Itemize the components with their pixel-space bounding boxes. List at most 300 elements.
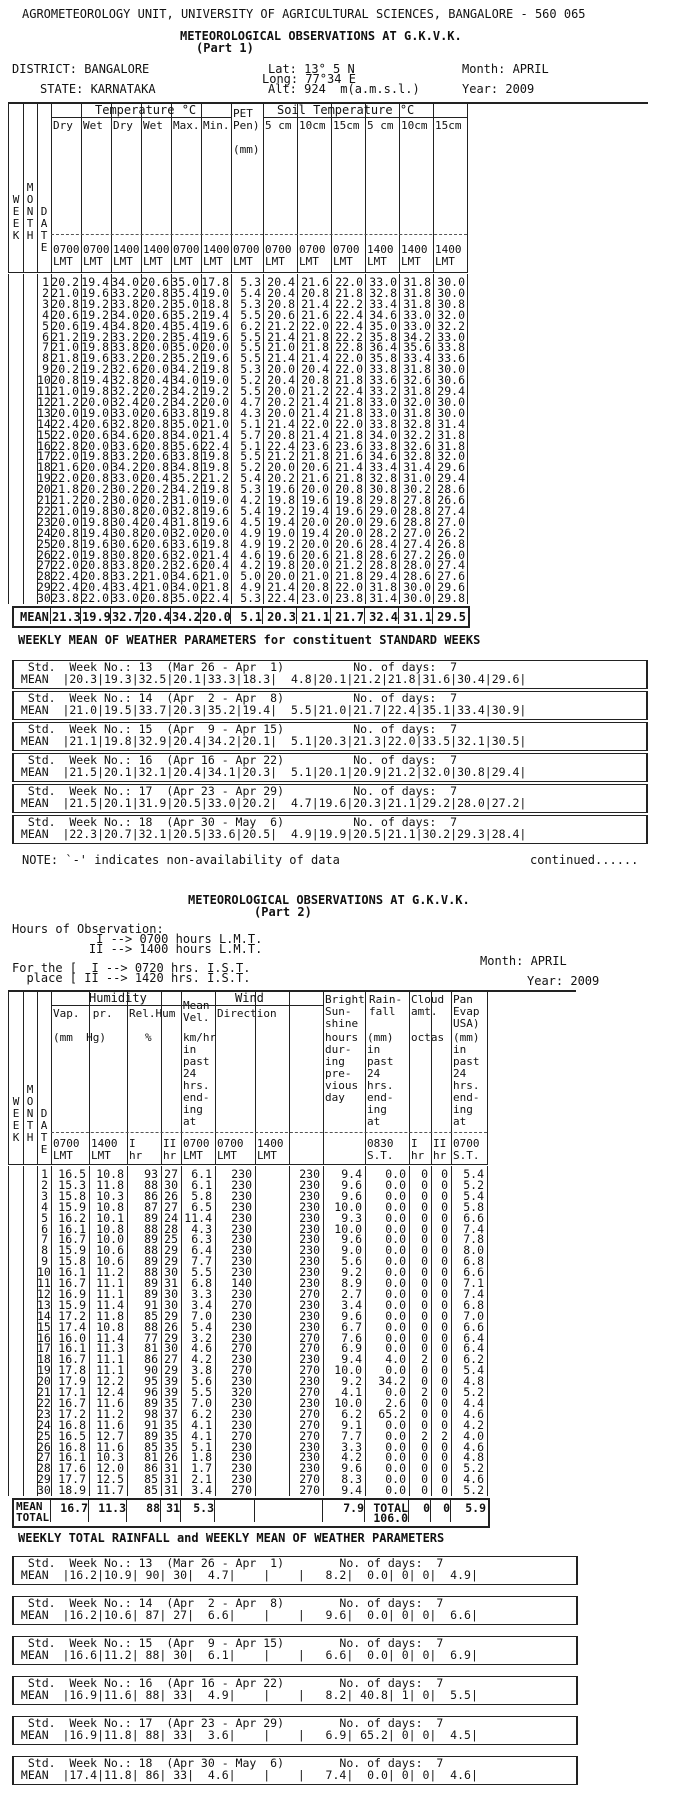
data-cell: 230 (231, 1406, 252, 1421)
data-cell: 0.0 (385, 1232, 406, 1247)
data-cell: 21.0 (201, 416, 229, 431)
data-cell: 35.4 (171, 318, 199, 333)
data-cell: 7 (42, 340, 49, 355)
mean-cell: 21.1 (301, 610, 330, 624)
data-cell: 21.0 (301, 569, 329, 584)
data-cell: 4.9 (240, 525, 261, 540)
data-cell: 32.2 (403, 427, 431, 442)
mean-cell: 88 (146, 1501, 160, 1515)
data-cell: 81 (144, 1450, 158, 1465)
header-col-line (127, 992, 128, 1164)
data-cell: 20.2 (267, 394, 295, 409)
data-cell: 19.2 (81, 307, 109, 322)
data-cell: 20.2 (141, 394, 169, 409)
pan-heading: Pan Evap USA) (453, 993, 480, 1030)
data-cell: 4.1 (191, 1428, 212, 1443)
data-cell: 20 (37, 482, 51, 497)
data-cell: 230 (231, 1199, 252, 1214)
data-cell: 15 (37, 1319, 51, 1334)
data-cell: 230 (231, 1221, 252, 1236)
data-cell: 0 (421, 1286, 428, 1301)
header-col-line (141, 104, 142, 272)
altitude-label: Alt: 924 m(a.m.s.l.) (268, 82, 420, 96)
data-cell: 0 (421, 1461, 428, 1476)
data-cell: 5.1 (240, 438, 261, 453)
weekly-block (12, 1716, 578, 1745)
data-cell: 16 (37, 1330, 51, 1345)
data-cell: 19.8 (81, 514, 109, 529)
mean-col-line (88, 1500, 89, 1522)
data-cell: 230 (299, 1265, 320, 1280)
weekly-mean-line: MEAN |17.4|11.8| 86| 33| 4.6| | | 7.4| 0.0| 0| 0| 4.6| (14, 1768, 478, 1782)
data-cell: 20.4 (201, 558, 229, 573)
data-cell: 22.4 (51, 580, 79, 595)
header-col-line (51, 992, 52, 1164)
data-cell: 20.6 (141, 307, 169, 322)
data-cell: 33.4 (369, 296, 397, 311)
data-cell: 20.2 (81, 482, 109, 497)
data-cell: 28 (37, 1461, 51, 1476)
data-cell: 21.4 (301, 394, 329, 409)
data-cell: 22.4 (51, 569, 79, 584)
data-cell: 19.0 (201, 373, 229, 388)
weekly-block (12, 1636, 578, 1665)
mean-cell: 19.9 (82, 610, 111, 624)
mean-col-line (50, 1500, 51, 1522)
data-cell: 88 (144, 1265, 158, 1280)
data-cell: 32.0 (171, 525, 199, 540)
weekly-week-line: Std. Week No.: 14 (Apr 2 - Apr 8) No. of days: 7 (14, 691, 458, 705)
weekly-week-line: Std. Week No.: 15 (Apr 9 - Apr 15) No. of days: 7 (14, 1636, 444, 1650)
time-label: I hr (411, 1137, 425, 1162)
data-cell: 20.8 (51, 296, 79, 311)
data-cell: 20.4 (141, 471, 169, 486)
data-cell: 19.6 (201, 514, 229, 529)
data-cell: 20.6 (301, 460, 329, 475)
weekly-week-line: Std. Week No.: 14 (Apr 2 - Apr 8) No. of days: 7 (14, 1596, 444, 1610)
data-cell: 89 (144, 1210, 158, 1225)
data-cell: 20.2 (141, 384, 169, 398)
data-cell: 21.8 (301, 340, 329, 355)
mean-col-line (230, 608, 231, 624)
data-cell: 33.0 (111, 471, 139, 486)
data-cell: 34.6 (171, 569, 199, 584)
mean-cell: 31 (166, 1501, 180, 1515)
data-cell: 20.6 (141, 547, 169, 562)
data-cell: 6.5 (191, 1199, 212, 1214)
data-cell: 21.8 (335, 405, 363, 420)
part1-subtitle: (Part 1) (196, 41, 254, 55)
data-cell: 98 (144, 1406, 158, 1421)
data-cell: 5 (41, 1210, 48, 1225)
data-cell: 15.9 (58, 1199, 86, 1214)
data-cell: 35.6 (171, 438, 199, 453)
data-cell: 34.2 (171, 482, 199, 497)
data-cell: 16.5 (58, 1167, 86, 1181)
data-cell: 20.0 (267, 460, 295, 475)
data-cell: 4.6 (240, 547, 261, 562)
data-cell: 19.6 (201, 318, 229, 333)
data-cell: 5.8 (463, 1199, 484, 1214)
data-cell: 29.4 (437, 384, 465, 398)
data-cell: 230 (231, 1243, 252, 1258)
date-side-label: D A T E (40, 1107, 48, 1156)
ist-ii: place [ II --> 1420 hrs. I.S.T. (12, 971, 251, 985)
data-cell: 19.6 (335, 503, 363, 518)
header-col-line (231, 104, 232, 272)
data-cell: 0 (441, 1286, 448, 1301)
data-cell: 21.2 (201, 471, 229, 486)
data-cell: 20.8 (81, 558, 109, 573)
data-cell: 88 (144, 1221, 158, 1236)
data-cell: 20.0 (201, 394, 229, 409)
column-heading: PET Pen) (mm) (233, 107, 260, 156)
data-cell: 20.0 (201, 525, 229, 540)
data-cell: 0 (441, 1472, 448, 1487)
data-cell: 270 (299, 1385, 320, 1399)
data-cell: 230 (231, 1450, 252, 1465)
data-cell: 34.0 (171, 580, 199, 595)
data-cell: 22.4 (267, 438, 295, 453)
data-cell: 22.0 (51, 558, 79, 573)
data-cell: 5.2 (240, 460, 261, 475)
data-cell: 34.2 (403, 329, 431, 344)
data-cell: 31 (164, 1276, 178, 1290)
data-cell: 6.4 (463, 1330, 484, 1345)
time-label: 1400 LMT (367, 243, 394, 268)
data-cell: 29.8 (437, 591, 465, 606)
data-cell: 21.4 (267, 329, 295, 344)
time-label: 0700 LMT (183, 1137, 210, 1162)
time-label: 1400 LMT (203, 243, 230, 268)
data-cell: 0 (441, 1385, 448, 1399)
data-cell: 34.2 (171, 362, 199, 377)
data-cell: 9.6 (341, 1177, 362, 1192)
data-cell: 12.2 (96, 1374, 124, 1389)
data-cell: 20.0 (201, 340, 229, 355)
data-cell: 19.2 (81, 362, 109, 377)
mean-cell: 31.1 (403, 610, 432, 624)
data-cell: 4.8 (463, 1374, 484, 1389)
data-cell: 88 (144, 1177, 158, 1192)
data-cell: 5.5 (240, 307, 261, 322)
data-cell: 0 (421, 1395, 428, 1410)
header-col-line (51, 104, 52, 272)
mean-cell: 5.9 (465, 1501, 486, 1515)
data-cell: 89 (144, 1428, 158, 1443)
data-cell: 86 (144, 1461, 158, 1476)
data-cell: 33.8 (171, 405, 199, 420)
data-cell: 34.0 (171, 373, 199, 388)
data-cell: 2 (42, 285, 49, 300)
weekly-block (12, 660, 648, 689)
mean-col-line (408, 1500, 409, 1522)
data-cell: 10.0 (334, 1395, 362, 1410)
data-cell: 21.4 (335, 460, 363, 475)
data-cell: 6.8 (463, 1297, 484, 1312)
time-label: 1400 LMT (435, 243, 462, 268)
data-cell: 21.0 (51, 503, 79, 518)
data-cell: 20.2 (51, 275, 79, 289)
data-cell: 16.1 (58, 1341, 86, 1356)
data-cell: 32.8 (369, 471, 397, 486)
data-cell: 11.1 (96, 1286, 124, 1301)
data-cell: 0 (421, 1483, 428, 1498)
data-cell: 7.4 (463, 1221, 484, 1236)
data-cell: 30.0 (437, 362, 465, 377)
data-cell: 11.6 (96, 1395, 124, 1410)
data-cell: 0 (421, 1341, 428, 1356)
data-cell: 230 (231, 1308, 252, 1323)
data-cell: 20.4 (141, 318, 169, 333)
data-cell: 14 (37, 416, 51, 431)
data-cell: 17.8 (201, 275, 229, 289)
data-cell: 7.0 (191, 1395, 212, 1410)
mean-col-line (140, 608, 141, 624)
data-cell: 7.7 (191, 1254, 212, 1269)
data-cell: 5.4 (240, 285, 261, 300)
weekly-week-line: Std. Week No.: 16 (Apr 16 - Apr 22) No. of days: 7 (14, 753, 458, 767)
data-cell: 32.6 (403, 438, 431, 453)
data-cell: 19.8 (267, 493, 295, 507)
data-cell: 33.6 (369, 373, 397, 388)
data-cell: 6 (42, 329, 49, 344)
data-cell: 9.2 (341, 1265, 362, 1280)
weekly-block (12, 815, 648, 844)
data-cell: 13 (37, 405, 51, 420)
data-cell: 21.2 (51, 329, 79, 344)
part2-data-block (8, 1166, 488, 1496)
data-cell: 16.1 (58, 1265, 86, 1280)
data-cell: 3.4 (191, 1483, 212, 1498)
data-cell: 22.0 (51, 427, 79, 442)
data-cell: 5.6 (191, 1374, 212, 1389)
data-cell: 35 (164, 1395, 178, 1410)
data-cell: 6.4 (463, 1341, 484, 1356)
data-cell: 4.2 (463, 1417, 484, 1432)
data-cell: 20.4 (81, 580, 109, 595)
data-cell: 17.8 (58, 1363, 86, 1378)
data-cell: 33.8 (111, 296, 139, 311)
data-cell: 8.3 (341, 1472, 362, 1487)
column-heading: Min. (203, 119, 230, 132)
data-cell: 11.4 (96, 1297, 124, 1312)
data-cell: 0.0 (385, 1243, 406, 1258)
data-cell: 0.0 (385, 1330, 406, 1345)
data-cell: 16.7 (58, 1232, 86, 1247)
data-cell: 230 (231, 1330, 252, 1345)
data-cell: 30.0 (111, 493, 139, 507)
data-cell: 30 (164, 1265, 178, 1280)
data-cell: 0 (441, 1363, 448, 1378)
data-cell: 0 (441, 1395, 448, 1410)
weekly-block (12, 1596, 578, 1625)
data-cell: 35.8 (369, 329, 397, 344)
data-cell: 9.6 (341, 1188, 362, 1203)
data-cell: 19.4 (81, 525, 109, 540)
data-cell: 3.4 (191, 1297, 212, 1312)
data-cell: 19.8 (81, 503, 109, 518)
mean-cell: TOTAL 106.0 (373, 1501, 408, 1525)
data-cell: 19.4 (301, 525, 329, 540)
data-cell: 7.6 (341, 1330, 362, 1345)
data-cell: 16.7 (58, 1395, 86, 1410)
data-cell: 27.6 (437, 569, 465, 584)
data-cell: 20.0 (81, 438, 109, 453)
data-cell: 27 (37, 558, 51, 573)
data-cell: 33.2 (111, 329, 139, 344)
mean-col-line (364, 1500, 365, 1522)
data-cell: 27.0 (437, 514, 465, 529)
part2-mean-row (12, 1498, 490, 1528)
data-cell: 21.6 (51, 460, 79, 475)
data-cell: 4.6 (191, 1341, 212, 1356)
time-label: 1400 LMT (113, 243, 140, 268)
data-cell: 34.6 (111, 427, 139, 442)
data-cell: 31 (164, 1472, 178, 1487)
time-label: 1400 LMT (143, 243, 170, 268)
header-col-line (289, 992, 290, 1164)
data-cell: 20 (37, 1374, 51, 1389)
data-cell: 0 (441, 1341, 448, 1356)
mean-cell: 0 (423, 1501, 430, 1515)
data-cell: 35.8 (369, 351, 397, 366)
data-cell: 21.4 (267, 580, 295, 595)
data-cell: 6.2 (341, 1406, 362, 1421)
time-label: 0700 LMT (217, 1137, 244, 1162)
data-cell: 230 (231, 1461, 252, 1476)
data-cell: 20.0 (267, 569, 295, 584)
data-cell: 20.2 (81, 493, 109, 507)
data-cell: 12.7 (96, 1428, 124, 1443)
data-cell: 19.2 (267, 536, 295, 551)
data-cell: 5.3 (240, 275, 261, 289)
data-cell: 17.6 (58, 1461, 86, 1476)
data-cell: 6.1 (191, 1177, 212, 1192)
hours-i: I --> 0700 hours L.M.T. (60, 932, 263, 946)
data-cell: 0 (421, 1199, 428, 1214)
data-cell: 33.6 (171, 536, 199, 551)
month-side-label: M O N T H (26, 181, 34, 242)
data-cell: 230 (299, 1297, 320, 1312)
data-cell: 35.2 (171, 471, 199, 486)
rain-heading: Rain- fall (369, 993, 403, 1018)
bright-heading: Bright Sun- shine (325, 993, 365, 1030)
mean-col-line (432, 608, 433, 624)
data-cell: 230 (299, 1221, 320, 1236)
data-cell: 34.0 (171, 427, 199, 442)
data-cell: 85 (144, 1308, 158, 1323)
data-col-line (23, 1166, 24, 1496)
data-cell: 21.8 (335, 394, 363, 409)
data-cell: 33.4 (111, 580, 139, 595)
data-cell: 33.2 (369, 384, 397, 398)
data-cell: 19.2 (81, 329, 109, 344)
column-heading: 5 cm (367, 119, 394, 132)
data-cell: 39 (164, 1385, 178, 1399)
data-cell: 12.4 (96, 1385, 124, 1399)
data-cell: 11.7 (96, 1483, 124, 1498)
data-cell: 11.4 (184, 1210, 212, 1225)
data-cell: 20.8 (141, 416, 169, 431)
hours-label: Hours of Observation: (12, 922, 164, 936)
data-cell: 87 (144, 1199, 158, 1214)
data-cell: 30 (164, 1341, 178, 1356)
data-cell: 19.6 (81, 536, 109, 551)
data-cell: 230 (299, 1167, 320, 1181)
data-cell: 6.3 (191, 1232, 212, 1247)
data-cell: 9 (41, 1254, 48, 1269)
data-cell: 29 (37, 1472, 51, 1487)
data-cell: 11.6 (96, 1417, 124, 1432)
data-cell: 25 (37, 1428, 51, 1443)
data-cell: 16.1 (58, 1450, 86, 1465)
data-cell: 30.0 (403, 591, 431, 606)
data-cell: 11.6 (96, 1439, 124, 1454)
data-cell: 91 (144, 1297, 158, 1312)
data-cell: 29.6 (437, 580, 465, 595)
data-cell: 22.8 (335, 340, 363, 355)
data-cell: 5.2 (463, 1461, 484, 1476)
data-cell: 20.0 (141, 340, 169, 355)
data-cell: 33.0 (111, 405, 139, 420)
data-cell: 1.7 (191, 1461, 212, 1476)
data-cell: 20.8 (141, 438, 169, 453)
column-heading: 5 cm (265, 119, 292, 132)
time-label: 0700 S.T. (453, 1137, 480, 1162)
data-cell: 20.6 (141, 275, 169, 289)
data-cell: 20.6 (141, 449, 169, 464)
data-cell: 4.5 (240, 514, 261, 529)
data-cell: 85 (144, 1472, 158, 1487)
data-cell: 270 (299, 1428, 320, 1443)
data-cell: 29.4 (437, 471, 465, 486)
mean-col-line (50, 608, 51, 624)
data-cell: 21.2 (301, 384, 329, 398)
data-cell: 0 (421, 1188, 428, 1203)
data-cell: 24 (164, 1210, 178, 1225)
data-cell: 0.0 (385, 1472, 406, 1487)
data-cell: 230 (299, 1395, 320, 1410)
data-cell: 20.6 (301, 547, 329, 562)
data-cell: 11.1 (96, 1363, 124, 1378)
data-cell: 230 (231, 1254, 252, 1269)
data-cell: 270 (231, 1428, 252, 1443)
data-cell: 21.8 (301, 329, 329, 344)
data-cell: 23.8 (335, 591, 363, 606)
data-cell: 6 (41, 1221, 48, 1236)
data-cell: 270 (299, 1472, 320, 1487)
data-cell: 0 (441, 1232, 448, 1247)
header-col-line (181, 992, 182, 1164)
data-cell: 10.8 (96, 1199, 124, 1214)
mean-col-line (126, 1500, 127, 1522)
data-cell: 270 (299, 1286, 320, 1301)
data-cell: 20.8 (141, 285, 169, 300)
mean-col-line (430, 1500, 431, 1522)
data-cell: 8.0 (463, 1243, 484, 1258)
data-cell: 35 (164, 1417, 178, 1432)
data-cell: 3.4 (341, 1297, 362, 1312)
data-cell: 0.0 (385, 1297, 406, 1312)
data-cell: 20.0 (141, 525, 169, 540)
data-cell: 77 (144, 1330, 158, 1345)
header-col-line (365, 104, 366, 272)
data-cell: 19.6 (201, 503, 229, 518)
data-cell: 4.9 (240, 536, 261, 551)
part1-title: METEOROLOGICAL OBSERVATIONS AT G.K.V.K. (180, 29, 462, 43)
data-cell: 31.8 (403, 384, 431, 398)
